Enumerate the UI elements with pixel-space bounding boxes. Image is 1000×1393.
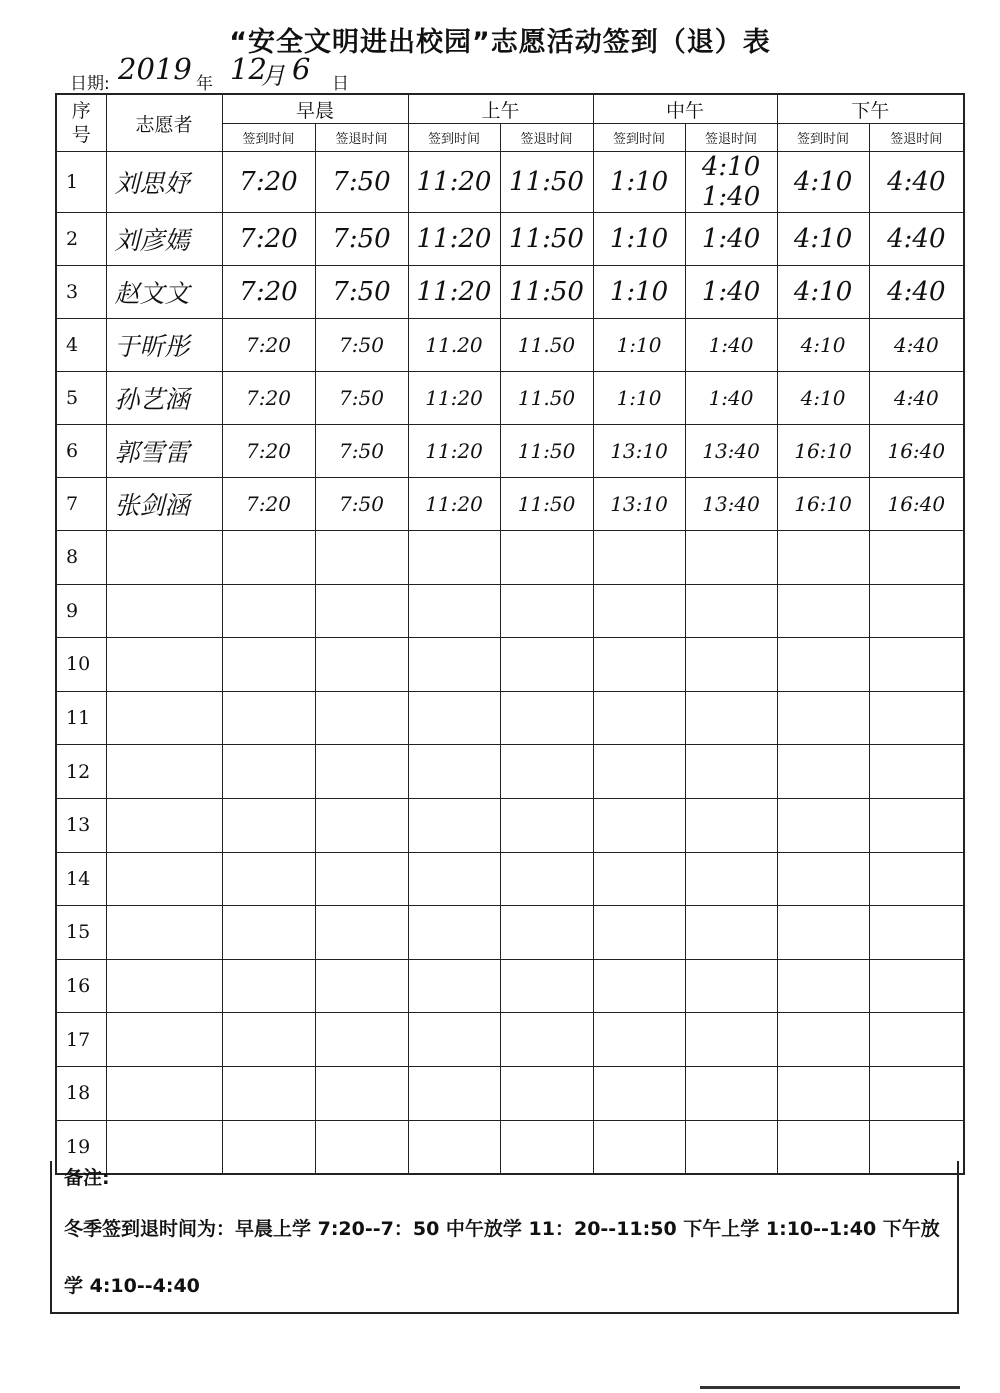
empty-cell	[777, 852, 869, 906]
empty-cell	[869, 959, 964, 1013]
empty-cell	[408, 852, 500, 906]
empty-cell	[106, 852, 222, 906]
time-cell: 1:10	[593, 213, 685, 266]
empty-cell	[685, 1013, 777, 1067]
page-edge-mark	[700, 1386, 960, 1389]
volunteer-name: 郭雪雷	[106, 425, 222, 478]
empty-cell	[106, 531, 222, 585]
time-cell: 4:40	[869, 266, 964, 319]
empty-cell	[106, 1013, 222, 1067]
empty-cell	[685, 906, 777, 960]
empty-cell	[593, 638, 685, 692]
row-number: 2	[56, 213, 106, 266]
group-header-forenoon: 上午	[408, 94, 593, 124]
table-row	[56, 584, 964, 638]
empty-cell	[408, 584, 500, 638]
time-cell: 7:50	[315, 266, 408, 319]
empty-cell	[685, 638, 777, 692]
time-cell: 1:10	[593, 152, 685, 213]
empty-cell	[315, 798, 408, 852]
empty-cell	[593, 531, 685, 585]
empty-cell	[408, 691, 500, 745]
empty-cell	[106, 638, 222, 692]
empty-cell	[500, 906, 593, 960]
time-cell: 4:10	[777, 319, 869, 372]
time-cell: 7:50	[315, 478, 408, 531]
time-cell: 11:20	[408, 266, 500, 319]
sign-in-header: 签到时间	[222, 124, 315, 152]
time-cell: 11:20	[408, 152, 500, 213]
empty-cell	[222, 1013, 315, 1067]
row-number: 11	[56, 691, 106, 745]
time-cell: 7:50	[315, 319, 408, 372]
empty-cell	[408, 906, 500, 960]
empty-cell	[500, 531, 593, 585]
empty-cell	[593, 1013, 685, 1067]
time-cell: 7:20	[222, 266, 315, 319]
row-number: 3	[56, 266, 106, 319]
empty-cell	[315, 745, 408, 799]
time-cell: 4:40	[869, 319, 964, 372]
time-cell: 11.20	[408, 319, 500, 372]
time-cell: 1:40	[685, 372, 777, 425]
row-number: 7	[56, 478, 106, 531]
empty-cell	[408, 745, 500, 799]
sign-in-table	[55, 93, 965, 1175]
empty-cell	[593, 1066, 685, 1120]
time-cell: 4:40	[869, 213, 964, 266]
table-row	[56, 1013, 964, 1067]
time-cell: 13:40	[685, 425, 777, 478]
time-cell: 1:10	[593, 319, 685, 372]
empty-cell	[500, 638, 593, 692]
time-cell: 11:50	[500, 478, 593, 531]
sign-out-header: 签退时间	[315, 124, 408, 152]
empty-cell	[222, 531, 315, 585]
empty-cell	[869, 584, 964, 638]
empty-cell	[222, 745, 315, 799]
empty-cell	[106, 906, 222, 960]
table-row	[56, 478, 964, 531]
time-cell: 16:40	[869, 425, 964, 478]
empty-cell	[685, 584, 777, 638]
empty-cell	[315, 691, 408, 745]
empty-cell	[315, 906, 408, 960]
empty-cell	[408, 531, 500, 585]
empty-cell	[222, 798, 315, 852]
row-number: 9	[56, 584, 106, 638]
empty-cell	[869, 1066, 964, 1120]
time-cell: 7:50	[315, 213, 408, 266]
empty-cell	[777, 1013, 869, 1067]
empty-cell	[777, 1066, 869, 1120]
empty-cell	[106, 584, 222, 638]
empty-cell	[685, 691, 777, 745]
time-cell: 1:40	[685, 319, 777, 372]
empty-cell	[315, 531, 408, 585]
empty-cell	[500, 584, 593, 638]
table-row	[56, 691, 964, 745]
empty-cell	[222, 1066, 315, 1120]
table-row	[56, 959, 964, 1013]
time-cell: 11:50	[500, 266, 593, 319]
time-cell: 4:10	[777, 266, 869, 319]
table-row	[56, 745, 964, 799]
empty-cell	[500, 745, 593, 799]
table-row	[56, 372, 964, 425]
day-label: 日	[332, 74, 349, 94]
empty-cell	[777, 745, 869, 799]
sign-in-header: 签到时间	[408, 124, 500, 152]
time-cell: 13:10	[593, 478, 685, 531]
date-month: 12	[230, 52, 267, 86]
empty-cell	[777, 584, 869, 638]
date-year: 2019	[118, 52, 192, 86]
time-cell: 7:20	[222, 372, 315, 425]
time-cell: 1:40	[685, 213, 777, 266]
empty-cell	[593, 745, 685, 799]
table-row	[56, 319, 964, 372]
row-number: 17	[56, 1013, 106, 1067]
empty-cell	[408, 959, 500, 1013]
date-day: 6	[292, 52, 311, 86]
row-number: 16	[56, 959, 106, 1013]
table-row	[56, 852, 964, 906]
empty-cell	[685, 852, 777, 906]
sign-out-header: 签退时间	[500, 124, 593, 152]
row-number: 12	[56, 745, 106, 799]
empty-cell	[500, 798, 593, 852]
time-cell: 13:40	[685, 478, 777, 531]
time-cell: 1:10	[593, 372, 685, 425]
empty-cell	[106, 798, 222, 852]
empty-cell	[593, 584, 685, 638]
empty-cell	[593, 691, 685, 745]
time-cell: 7:50	[315, 425, 408, 478]
time-cell: 4:40	[869, 152, 964, 213]
empty-cell	[869, 1013, 964, 1067]
volunteer-name: 刘彦嫣	[106, 213, 222, 266]
time-cell: 4:10	[777, 152, 869, 213]
time-cell: 11:20	[408, 213, 500, 266]
empty-cell	[222, 852, 315, 906]
empty-cell	[869, 745, 964, 799]
time-cell: 4:40	[869, 372, 964, 425]
empty-cell	[593, 906, 685, 960]
seq-header: 序 号	[56, 94, 106, 152]
row-number: 14	[56, 852, 106, 906]
time-cell: 4:10	[777, 372, 869, 425]
group-header-noon: 中午	[593, 94, 777, 124]
empty-cell	[777, 638, 869, 692]
month-label: 月	[261, 62, 285, 90]
table-row	[56, 425, 964, 478]
empty-cell	[315, 1013, 408, 1067]
time-cell: 4:10 1:40	[685, 152, 777, 213]
notes-label: 备注:	[64, 1167, 110, 1189]
row-number: 6	[56, 425, 106, 478]
sign-out-header: 签退时间	[869, 124, 964, 152]
time-cell: 11:20	[408, 478, 500, 531]
time-cell: 16:40	[869, 478, 964, 531]
empty-cell	[222, 638, 315, 692]
empty-cell	[500, 852, 593, 906]
empty-cell	[869, 798, 964, 852]
empty-cell	[593, 959, 685, 1013]
empty-cell	[593, 852, 685, 906]
row-number: 4	[56, 319, 106, 372]
time-cell: 7:20	[222, 213, 315, 266]
table-row	[56, 266, 964, 319]
volunteer-header: 志愿者	[106, 94, 222, 152]
table-row	[56, 531, 964, 585]
group-header-morning: 早晨	[222, 94, 408, 124]
notes-text: 冬季签到退时间为：早晨上学 7:20--7：50 中午放学 11：20--11:50 下午上学 1:10--1:40 下午放学 4:10--4:40	[64, 1218, 940, 1297]
time-cell: 11.50	[500, 319, 593, 372]
empty-cell	[869, 906, 964, 960]
volunteer-name: 刘思妤	[106, 152, 222, 213]
empty-cell	[685, 531, 777, 585]
empty-cell	[593, 798, 685, 852]
time-cell: 11:50	[500, 425, 593, 478]
time-cell: 16:10	[777, 425, 869, 478]
row-number: 18	[56, 1066, 106, 1120]
table-row	[56, 152, 964, 213]
empty-cell	[222, 959, 315, 1013]
empty-cell	[685, 959, 777, 1013]
row-number: 8	[56, 531, 106, 585]
time-cell: 7:20	[222, 425, 315, 478]
time-cell: 13:10	[593, 425, 685, 478]
empty-cell	[777, 798, 869, 852]
empty-cell	[315, 584, 408, 638]
table-row	[56, 906, 964, 960]
empty-cell	[106, 745, 222, 799]
empty-cell	[222, 584, 315, 638]
time-cell: 11:50	[500, 213, 593, 266]
empty-cell	[408, 1013, 500, 1067]
table-row	[56, 1066, 964, 1120]
empty-cell	[685, 798, 777, 852]
time-cell: 7:50	[315, 152, 408, 213]
notes-box	[50, 1161, 959, 1314]
time-cell: 1:40	[685, 266, 777, 319]
time-cell: 4:10	[777, 213, 869, 266]
empty-cell	[777, 691, 869, 745]
empty-cell	[500, 1066, 593, 1120]
volunteer-name: 张剑涵	[106, 478, 222, 531]
empty-cell	[685, 745, 777, 799]
time-cell: 11.50	[500, 372, 593, 425]
time-cell: 11:20	[408, 425, 500, 478]
volunteer-name: 于昕彤	[106, 319, 222, 372]
table-row	[56, 798, 964, 852]
empty-cell	[500, 1013, 593, 1067]
empty-cell	[500, 959, 593, 1013]
empty-cell	[106, 1066, 222, 1120]
time-cell: 7:20	[222, 319, 315, 372]
time-cell: 16:10	[777, 478, 869, 531]
empty-cell	[222, 906, 315, 960]
empty-cell	[869, 638, 964, 692]
empty-cell	[869, 531, 964, 585]
table-row	[56, 638, 964, 692]
empty-cell	[685, 1066, 777, 1120]
sign-in-header: 签到时间	[593, 124, 685, 152]
time-cell: 7:20	[222, 478, 315, 531]
volunteer-name: 赵文文	[106, 266, 222, 319]
empty-cell	[777, 959, 869, 1013]
empty-cell	[500, 691, 593, 745]
empty-cell	[869, 852, 964, 906]
time-cell: 7:50	[315, 372, 408, 425]
volunteer-name: 孙艺涵	[106, 372, 222, 425]
row-number: 5	[56, 372, 106, 425]
empty-cell	[315, 1066, 408, 1120]
empty-cell	[777, 531, 869, 585]
time-cell: 11:20	[408, 372, 500, 425]
time-cell: 7:20	[222, 152, 315, 213]
empty-cell	[408, 638, 500, 692]
date-label: 日期:	[70, 74, 110, 94]
group-header-afternoon: 下午	[777, 94, 964, 124]
row-number: 1	[56, 152, 106, 213]
sign-in-header: 签到时间	[777, 124, 869, 152]
empty-cell	[222, 691, 315, 745]
sign-out-header: 签退时间	[685, 124, 777, 152]
empty-cell	[408, 1066, 500, 1120]
empty-cell	[315, 959, 408, 1013]
empty-cell	[106, 691, 222, 745]
sheet-title: “安全文明进出校园”志愿活动签到（退）表	[229, 27, 771, 58]
empty-cell	[106, 959, 222, 1013]
row-number: 15	[56, 906, 106, 960]
empty-cell	[869, 691, 964, 745]
empty-cell	[408, 798, 500, 852]
time-cell: 1:10	[593, 266, 685, 319]
row-number: 10	[56, 638, 106, 692]
date-line	[70, 52, 470, 94]
empty-cell	[777, 906, 869, 960]
time-cell: 11:50	[500, 152, 593, 213]
row-number: 13	[56, 798, 106, 852]
empty-cell	[315, 852, 408, 906]
table-row	[56, 213, 964, 266]
year-label: 年	[196, 74, 213, 94]
empty-cell	[315, 638, 408, 692]
row-number: 19	[56, 1120, 106, 1174]
